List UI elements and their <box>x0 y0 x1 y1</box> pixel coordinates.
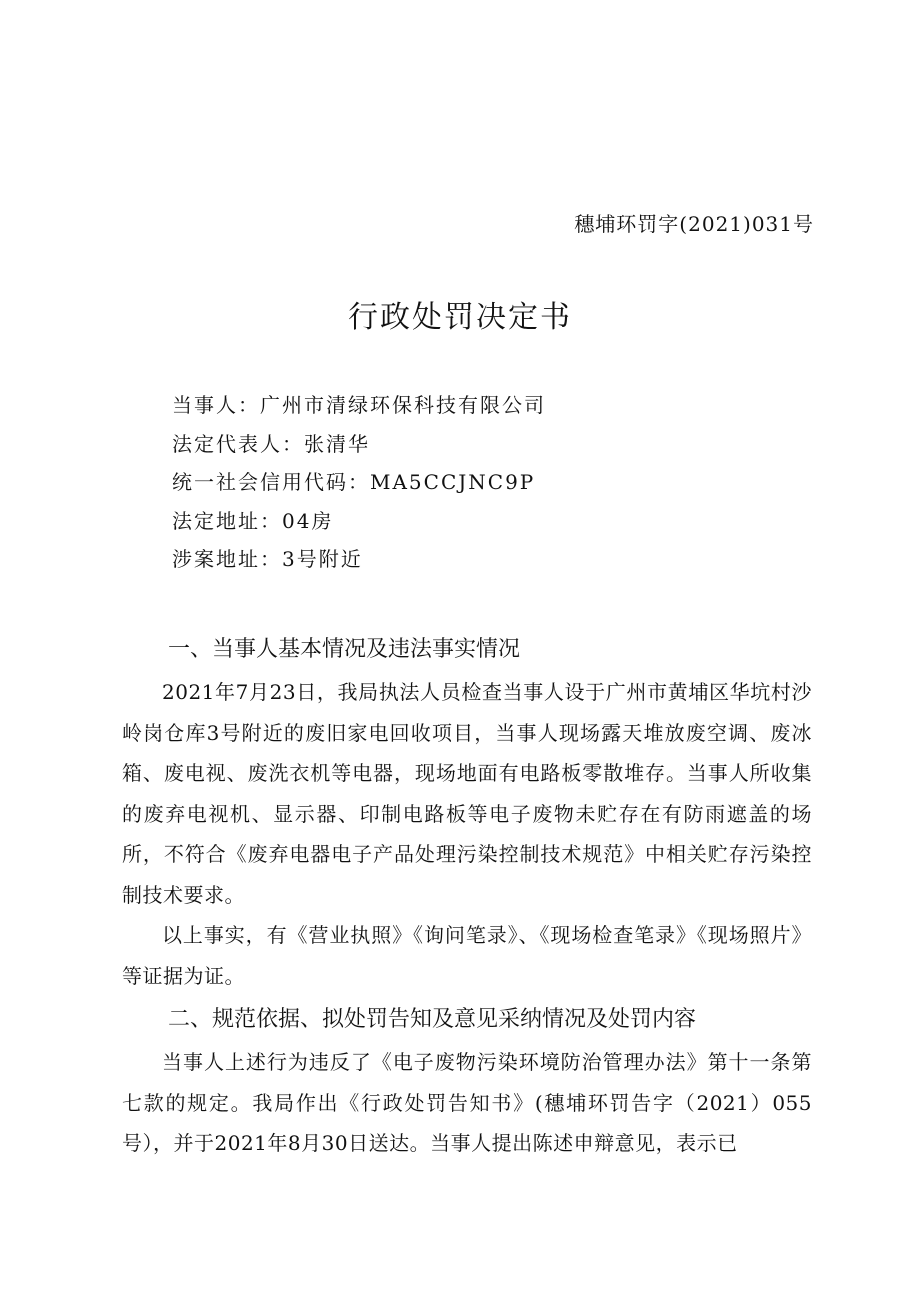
section-1-heading: 一、当事人基本情况及违法事实情况 <box>168 637 521 662</box>
legal-representative: 法定代表人：张清华 <box>172 431 370 456</box>
document-title: 行政处罚决定书 <box>348 300 572 335</box>
document-number: 穗埔环罚字(2021)031号 <box>574 212 814 236</box>
party-name: 当事人：广州市清绿环保科技有限公司 <box>172 393 546 417</box>
credit-code: 统一社会信用代码：MA5CCJNC9P <box>172 470 536 494</box>
section-1-paragraph-2: 以上事实，有《营业执照》《询问笔录》、《现场检查笔录》《现场照片》等证据为证。 <box>122 923 812 988</box>
section-1-paragraph-1: 2021年7月23日，我局执法人员检查当事人设于广州市黄埔区华坑村沙岭岗仓库3号附近的废旧家电回收项目，当事人现场露天堆放废空调、废冰箱、废电视、废洗衣机等电器，现场地面有电路板零散堆存。当事人所收集的废弃电视机、显示器、印制电路板等电子废物未贮存在有防雨遮盖的场所，不符合《废弃电器电子产品处理污染控制技术规范》中相关贮存污染控制技术要求。 <box>122 680 812 907</box>
section-2-paragraph-1: 当事人上述行为违反了《电子废物污染环境防治管理办法》第十一条第七款的规定。我局作出《行政处罚告知书》(穗埔环罚告字（2021）055号），并于2021年8月30日送达。当事人提出陈述申辩意见，表示已 <box>122 1050 812 1155</box>
legal-address: 法定地址：04房 <box>172 508 334 533</box>
party-info <box>172 386 546 579</box>
section-2-heading: 二、规范依据、拟处罚告知及意见采纳情况及处罚内容 <box>168 1007 697 1032</box>
document-body <box>122 628 812 1164</box>
case-address: 涉案地址：3号附近 <box>172 547 363 571</box>
